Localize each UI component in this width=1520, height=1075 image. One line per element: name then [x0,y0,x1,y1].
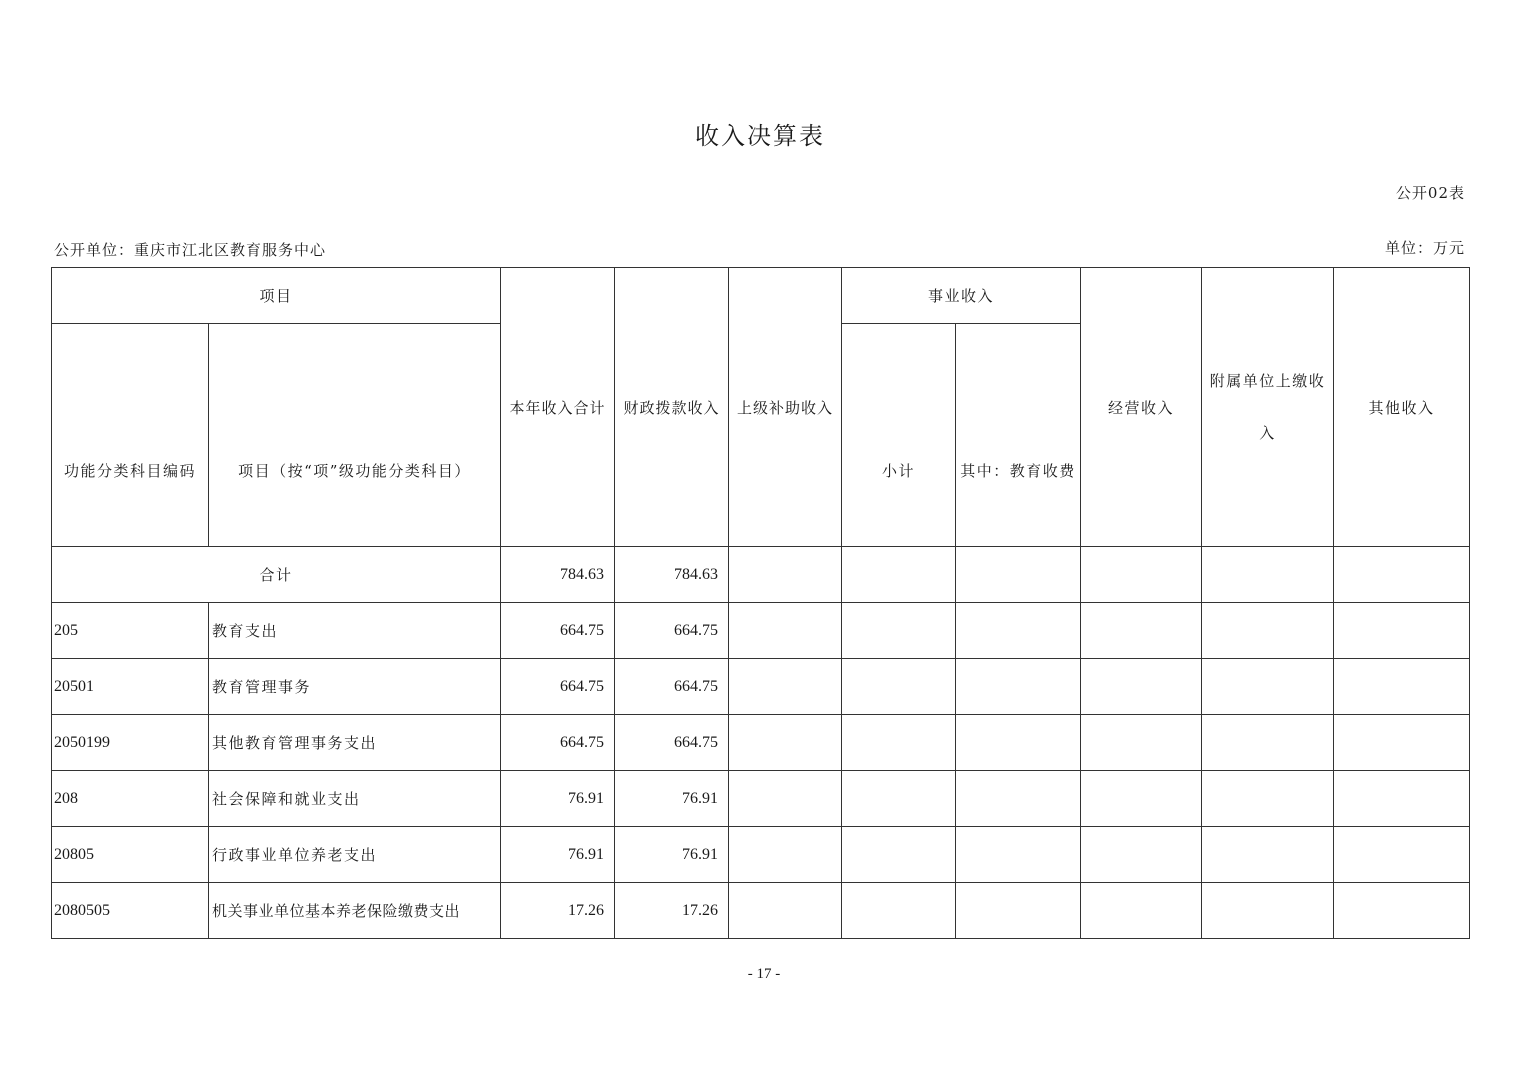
row-education-fees [956,771,1081,827]
table-row [52,603,1470,659]
reporting-unit: 公开单位：重庆市江北区教育服务中心 [54,241,327,259]
total-affiliated-income-value [1202,547,1334,603]
row-subtotal [842,771,956,827]
row-superior-subsidy [729,659,842,715]
page-number: - 17 - [747,966,781,982]
total-row [52,547,1470,603]
row-code: 20805 [52,827,209,883]
header-code: 功能分类科目编码 [52,324,209,547]
row-fiscal-allocation: 76.91 [615,771,729,827]
row-item: 教育管理事务 [209,659,501,715]
total-income-value: 784.63 [501,547,615,603]
row-code: 2050199 [52,715,209,771]
row-superior-subsidy [729,827,842,883]
row-affiliated-income [1202,603,1334,659]
row-code: 208 [52,771,209,827]
header-superior-subsidy: 上级补助收入 [729,268,842,547]
table-row [52,659,1470,715]
row-operating-income [1081,883,1202,939]
header-row-1 [52,268,1470,324]
total-subtotal-value [842,547,956,603]
row-fiscal-allocation: 664.75 [615,659,729,715]
row-total-income: 664.75 [501,659,615,715]
row-fiscal-allocation: 664.75 [615,715,729,771]
page-title: 收入决算表 [695,122,825,150]
row-affiliated-income [1202,715,1334,771]
row-fiscal-allocation: 76.91 [615,827,729,883]
row-subtotal [842,659,956,715]
header-subtotal: 小计 [842,324,956,547]
header-business-income-group: 事业收入 [842,268,1081,324]
row-subtotal [842,603,956,659]
row-code: 2080505 [52,883,209,939]
total-superior-subsidy-value [729,547,842,603]
header-total-income: 本年收入合计 [501,268,615,547]
table-row [52,883,1470,939]
header-other-income: 其他收入 [1334,268,1470,547]
header-project-group: 项目 [52,268,501,324]
total-label: 合计 [52,547,501,603]
row-operating-income [1081,603,1202,659]
income-statement-table [51,267,1470,939]
row-other-income [1334,771,1470,827]
header-education-fees: 其中：教育收费 [956,324,1081,547]
row-code: 20501 [52,659,209,715]
row-item: 机关事业单位基本养老保险缴费支出 [209,883,501,939]
row-affiliated-income [1202,659,1334,715]
row-other-income [1334,715,1470,771]
total-fiscal-allocation-value: 784.63 [615,547,729,603]
row-operating-income [1081,659,1202,715]
header-fiscal-allocation: 财政拨款收入 [615,268,729,547]
row-item: 行政事业单位养老支出 [209,827,501,883]
table-row [52,827,1470,883]
row-total-income: 664.75 [501,603,615,659]
row-education-fees [956,715,1081,771]
header-operating-income: 经营收入 [1081,268,1202,547]
row-total-income: 664.75 [501,715,615,771]
table-row [52,771,1470,827]
row-affiliated-income [1202,771,1334,827]
row-operating-income [1081,715,1202,771]
table-row [52,715,1470,771]
total-operating-income-value [1081,547,1202,603]
row-code: 205 [52,603,209,659]
row-total-income: 17.26 [501,883,615,939]
row-other-income [1334,827,1470,883]
row-other-income [1334,883,1470,939]
row-affiliated-income [1202,883,1334,939]
row-superior-subsidy [729,603,842,659]
form-number: 公开02表 [1395,184,1465,202]
header-affiliated-income: 附属单位上缴收入 [1202,268,1334,547]
row-item: 其他教育管理事务支出 [209,715,501,771]
row-superior-subsidy [729,715,842,771]
row-affiliated-income [1202,827,1334,883]
row-operating-income [1081,827,1202,883]
row-fiscal-allocation: 17.26 [615,883,729,939]
row-education-fees [956,883,1081,939]
row-other-income [1334,603,1470,659]
row-education-fees [956,827,1081,883]
currency-unit: 单位：万元 [1384,239,1465,257]
total-education-fees-value [956,547,1081,603]
row-operating-income [1081,771,1202,827]
row-item: 教育支出 [209,603,501,659]
row-other-income [1334,659,1470,715]
row-subtotal [842,883,956,939]
row-education-fees [956,659,1081,715]
total-other-income-value [1334,547,1470,603]
row-subtotal [842,715,956,771]
row-superior-subsidy [729,883,842,939]
row-superior-subsidy [729,771,842,827]
row-education-fees [956,603,1081,659]
row-total-income: 76.91 [501,827,615,883]
row-total-income: 76.91 [501,771,615,827]
row-subtotal [842,827,956,883]
row-fiscal-allocation: 664.75 [615,603,729,659]
header-item: 项目（按“项”级功能分类科目） [209,324,501,547]
row-item: 社会保障和就业支出 [209,771,501,827]
